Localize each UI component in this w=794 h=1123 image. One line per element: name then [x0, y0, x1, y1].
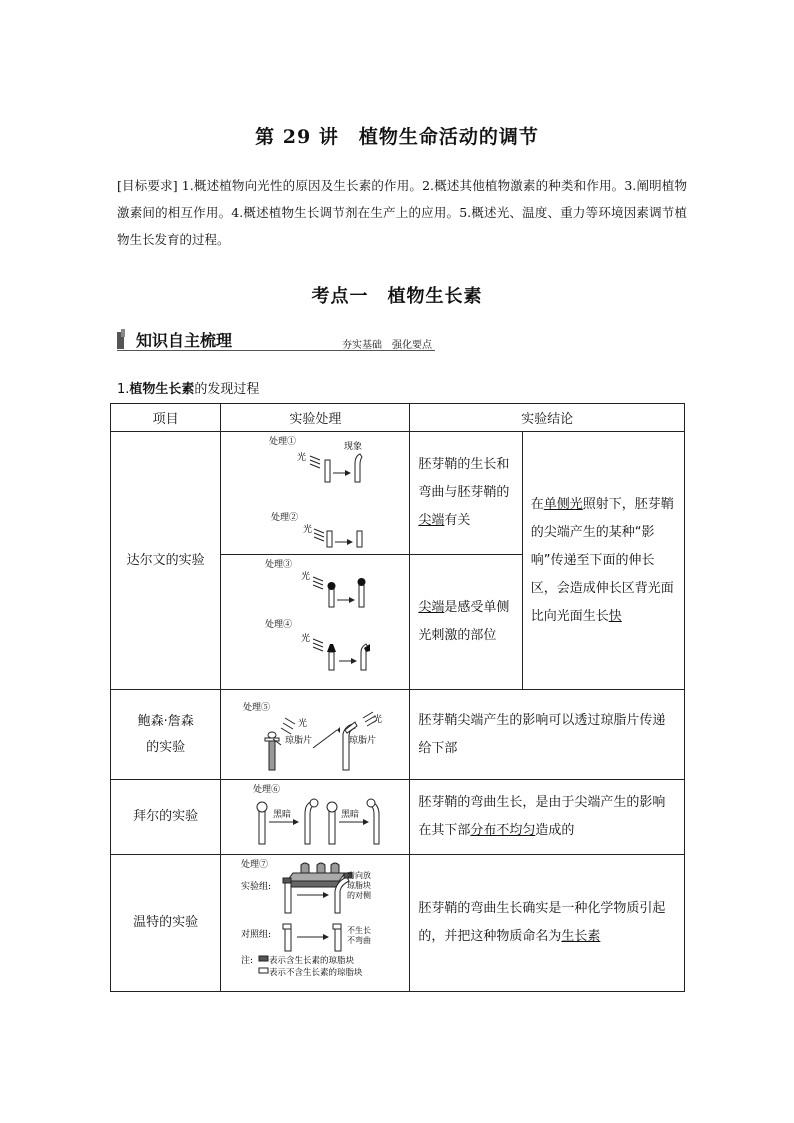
table-row-paal — [111, 780, 685, 855]
label-note-b: 表示不含生长素的琼脂块 — [269, 968, 363, 978]
label-nogrow-1: 不生长 — [347, 926, 372, 935]
paal-conclusion: 胚芽鞘的弯曲生长，是由于尖端产生的影响在其下部分布不均匀造成的 — [410, 780, 685, 855]
label-ctrl-group: 对照组: — [241, 930, 272, 940]
table-header-row — [111, 404, 685, 432]
label-agar-2: 琼脂片 — [349, 736, 377, 746]
goals-text: 1.概述植物向光性的原因及生长素的作用。2.概述其他植物激素的种类和作用。3.阐明植物激素间的相互作用。4.概述植物生长调节剂在生产上的应用。5.概述光、温度、重力等环境因素调节植物生长发育的过程。 — [117, 178, 687, 247]
darwin-conclusion-2: 尖端是感受单侧光刺激的部位 — [410, 555, 522, 690]
boysen-treatment-figure — [221, 690, 409, 775]
label-t1: 处理① — [269, 437, 297, 447]
boysen-figure — [221, 690, 410, 780]
label-bend-3: 的对侧 — [347, 891, 372, 900]
paal-figure — [221, 780, 410, 855]
item-went: 温特的实验 — [111, 855, 221, 992]
banner-divider — [117, 350, 435, 351]
section-title: 考点一 植物生长素 — [311, 286, 483, 307]
banner-subtitle: 夯实基础 强化要点 — [342, 340, 432, 351]
label-nogrow-2: 不弯曲 — [347, 936, 372, 945]
item-paal: 拜尔的实验 — [111, 780, 221, 855]
learning-goals — [117, 172, 687, 253]
goals-label: [目标要求] — [117, 178, 178, 193]
label-t6: 处理⑥ — [253, 785, 281, 795]
label-note: 注: — [241, 956, 254, 966]
label-bend-1: 弯向放 — [347, 871, 372, 880]
darwin-treatment-3-4-figure — [221, 555, 409, 685]
label-phenomenon: 现象 — [344, 442, 363, 452]
sub-heading — [117, 378, 259, 397]
item-boysen: 鲍森·詹森 的实验 — [111, 690, 221, 780]
header-item: 项目 — [111, 404, 221, 432]
label-t3: 处理③ — [265, 560, 293, 570]
label-light-1: 光 — [297, 453, 307, 463]
sub-heading-rest: 的发现过程 — [194, 382, 260, 397]
table-row-went — [111, 855, 685, 992]
paal-treatment-figure — [221, 780, 409, 850]
table-row-darwin-1 — [111, 432, 685, 555]
label-t7: 处理⑦ — [241, 860, 269, 870]
label-t5: 处理⑤ — [243, 703, 271, 713]
boysen-conclusion: 胚芽鞘尖端产生的影响可以透过琼脂片传递给下部 — [410, 690, 685, 780]
header-treatment: 实验处理 — [221, 404, 410, 432]
label-exp-group: 实验组: — [241, 882, 272, 892]
label-light-4: 光 — [301, 634, 311, 644]
label-note-a: 表示含生长素的琼脂块 — [269, 956, 355, 966]
darwin-figure-1 — [221, 432, 410, 555]
label-bend-2: 琼脂块 — [347, 881, 372, 890]
label-t2: 处理② — [271, 513, 299, 523]
darwin-conclusion-1: 胚芽鞘的生长和弯曲与胚芽鞘的尖端有关 — [410, 432, 522, 555]
banner-label: 知识自主梳理 — [136, 331, 233, 350]
label-light-6: 光 — [373, 715, 383, 725]
sub-heading-bold: 植物生长素 — [129, 382, 195, 397]
darwin-figure-2 — [221, 555, 410, 690]
header-conclusion: 实验结论 — [410, 404, 685, 432]
page-title: 第 29 讲 植物生命活动的调节 — [255, 126, 539, 148]
label-light-2: 光 — [303, 525, 313, 535]
label-t4: 处理④ — [265, 620, 293, 630]
label-dark-2: 黑暗 — [341, 810, 360, 820]
went-conclusion: 胚芽鞘的弯曲生长确实是一种化学物质引起的，并把这种物质命名为生长素 — [410, 855, 685, 992]
sub-heading-num: 1. — [117, 382, 130, 397]
label-dark-1: 黑暗 — [273, 810, 292, 820]
darwin-conclusion-3: 在单侧光照射下，胚芽鞘的尖端产生的某种“影响”传递至下面的伸长区，会造成伸长区背光面比向光面生长快 — [522, 432, 684, 690]
label-light-5: 光 — [298, 719, 308, 729]
went-figure — [221, 855, 410, 992]
discovery-table — [110, 403, 685, 992]
table-row-boysen — [111, 690, 685, 780]
section-banner — [117, 328, 435, 352]
light-rays-icon — [310, 456, 320, 468]
went-treatment-figure — [221, 855, 409, 987]
banner-bar-accent — [121, 329, 125, 337]
item-darwin: 达尔文的实验 — [111, 432, 221, 690]
darwin-treatment-1-2-figure — [221, 432, 409, 550]
label-light-3: 光 — [301, 572, 311, 582]
label-agar-1: 琼脂片 — [285, 736, 313, 746]
